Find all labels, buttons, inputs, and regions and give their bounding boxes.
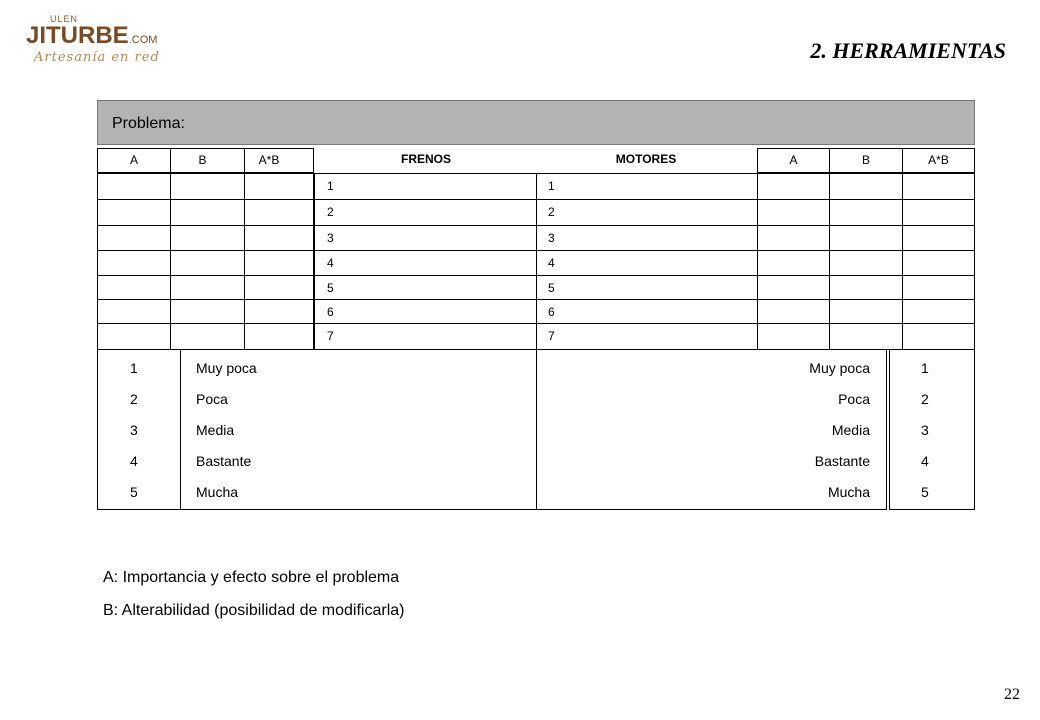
score-cell-right-b-row-3	[829, 225, 903, 251]
header-right-ab-label: A*B	[928, 153, 949, 167]
score-cell-right-b-row-7	[829, 323, 903, 350]
score-cell-right-b-row-6	[829, 299, 903, 324]
motores-item: 2	[548, 205, 555, 219]
frenos-item: 6	[327, 305, 334, 319]
score-cell-right-b-row-4	[829, 250, 903, 276]
score-cell-left-b-row-2	[170, 199, 245, 226]
score-cell-right-a-row-2	[757, 199, 830, 226]
logo-brand: JITURBE	[26, 22, 129, 49]
header-bottom-line	[314, 173, 758, 174]
header-frenos: FRENOS	[400, 152, 451, 166]
scale-number-right: 1	[921, 360, 929, 376]
score-cell-left-ab-row-2	[244, 199, 314, 226]
scale-number-left: 4	[130, 453, 138, 469]
scale-label-left: Poca	[196, 391, 228, 407]
frenos-item: 5	[327, 281, 334, 295]
score-cell-right-a-row-4	[757, 250, 830, 276]
score-cell-left-ab-row-5	[244, 275, 314, 300]
header-left-ab-label: A*B	[258, 153, 280, 167]
score-cell-left-ab-row-6	[244, 299, 314, 324]
logo-tagline: Artesanía en red	[34, 50, 160, 65]
score-cell-right-ab-row-6	[902, 299, 975, 324]
motores-item: 7	[548, 329, 555, 343]
scale-number-right: 4	[921, 453, 929, 469]
scale-label-left: Bastante	[196, 453, 252, 469]
score-cell-left-b-row-3	[170, 225, 245, 251]
scale-left-numbers-box	[97, 349, 181, 510]
problem-bar	[97, 100, 975, 145]
motores-item: 4	[548, 256, 555, 270]
score-cell-right-a-row-1	[757, 173, 830, 200]
scale-number-left: 3	[130, 422, 138, 438]
scale-number-left: 2	[130, 391, 138, 407]
score-cell-right-b-row-5	[829, 275, 903, 300]
scale-number-left: 5	[130, 484, 138, 500]
problem-label: Problema:	[112, 115, 185, 132]
score-cell-right-ab-row-3	[902, 225, 975, 251]
score-cell-left-b-row-4	[170, 250, 245, 276]
score-cell-right-a-row-3	[757, 225, 830, 251]
legend-b: B: Alterabilidad (posibilidad de modificarla)	[103, 602, 405, 619]
page-number: 22	[1004, 686, 1020, 703]
frenos-item: 1	[327, 179, 334, 193]
scale-number-right: 5	[921, 484, 929, 500]
frenos-item: 3	[327, 231, 334, 245]
header-left-b-label: B	[198, 153, 207, 167]
scale-number-left: 1	[130, 360, 138, 376]
column-divider	[536, 173, 537, 350]
score-cell-left-ab-row-3	[244, 225, 314, 251]
score-cell-left-a-row-4	[97, 250, 171, 276]
header-right-b-label: B	[861, 153, 870, 167]
score-cell-right-a-row-6	[757, 299, 830, 324]
score-cell-left-b-row-5	[170, 275, 245, 300]
frenos-item: 2	[327, 205, 334, 219]
score-cell-right-ab-row-1	[902, 173, 975, 200]
motores-item: 6	[548, 305, 555, 319]
header-left-a-label: A	[129, 153, 138, 167]
score-cell-right-b-row-1	[829, 173, 903, 200]
logo-main-text	[26, 22, 157, 50]
frenos-item: 7	[327, 329, 334, 343]
header-right-a-label: A	[789, 153, 798, 167]
score-cell-left-ab-row-7	[244, 323, 314, 350]
score-cell-right-a-row-7	[757, 323, 830, 350]
logo-top-text: ULEN	[50, 14, 79, 24]
score-cell-left-ab-row-4	[244, 250, 314, 276]
motores-item: 3	[548, 231, 555, 245]
scale-right-numbers-box	[889, 349, 975, 510]
score-cell-left-a-row-7	[97, 323, 171, 350]
scale-label-right: Mucha	[827, 484, 870, 500]
column-divider	[314, 173, 315, 350]
score-cell-left-a-row-3	[97, 225, 171, 251]
score-cell-right-ab-row-2	[902, 199, 975, 226]
score-cell-left-a-row-6	[97, 299, 171, 324]
score-cell-left-a-row-5	[97, 275, 171, 300]
score-cell-left-b-row-7	[170, 323, 245, 350]
score-cell-right-ab-row-4	[902, 250, 975, 276]
logo-suffix: .COM	[128, 34, 158, 46]
score-cell-left-a-row-1	[97, 173, 171, 200]
header-motores: MOTORES	[615, 152, 677, 166]
legend-a: A: Importancia y efecto sobre el problema	[103, 569, 400, 586]
motores-item: 1	[548, 179, 555, 193]
scale-label-right: Media	[831, 422, 870, 438]
logo	[24, 10, 214, 65]
scale-label-right: Poca	[838, 391, 870, 407]
scale-label-left: Mucha	[196, 484, 239, 500]
page-title: 2. HERRAMIENTAS	[810, 38, 1006, 63]
scale-number-right: 2	[921, 391, 929, 407]
score-cell-left-ab-row-1	[244, 173, 314, 200]
scale-number-right: 3	[921, 422, 929, 438]
frenos-item: 4	[327, 256, 334, 270]
score-cell-left-b-row-6	[170, 299, 245, 324]
scale-label-right: Muy poca	[809, 360, 870, 376]
motores-item: 5	[548, 281, 555, 295]
score-cell-left-b-row-1	[170, 173, 245, 200]
score-cell-right-ab-row-5	[902, 275, 975, 300]
scale-label-right: Bastante	[814, 453, 870, 469]
score-cell-right-b-row-2	[829, 199, 903, 226]
score-cell-right-a-row-5	[757, 275, 830, 300]
scale-label-left: Muy poca	[196, 360, 257, 376]
score-cell-right-ab-row-7	[902, 323, 975, 350]
scale-label-left: Media	[196, 422, 235, 438]
score-cell-left-a-row-2	[97, 199, 171, 226]
